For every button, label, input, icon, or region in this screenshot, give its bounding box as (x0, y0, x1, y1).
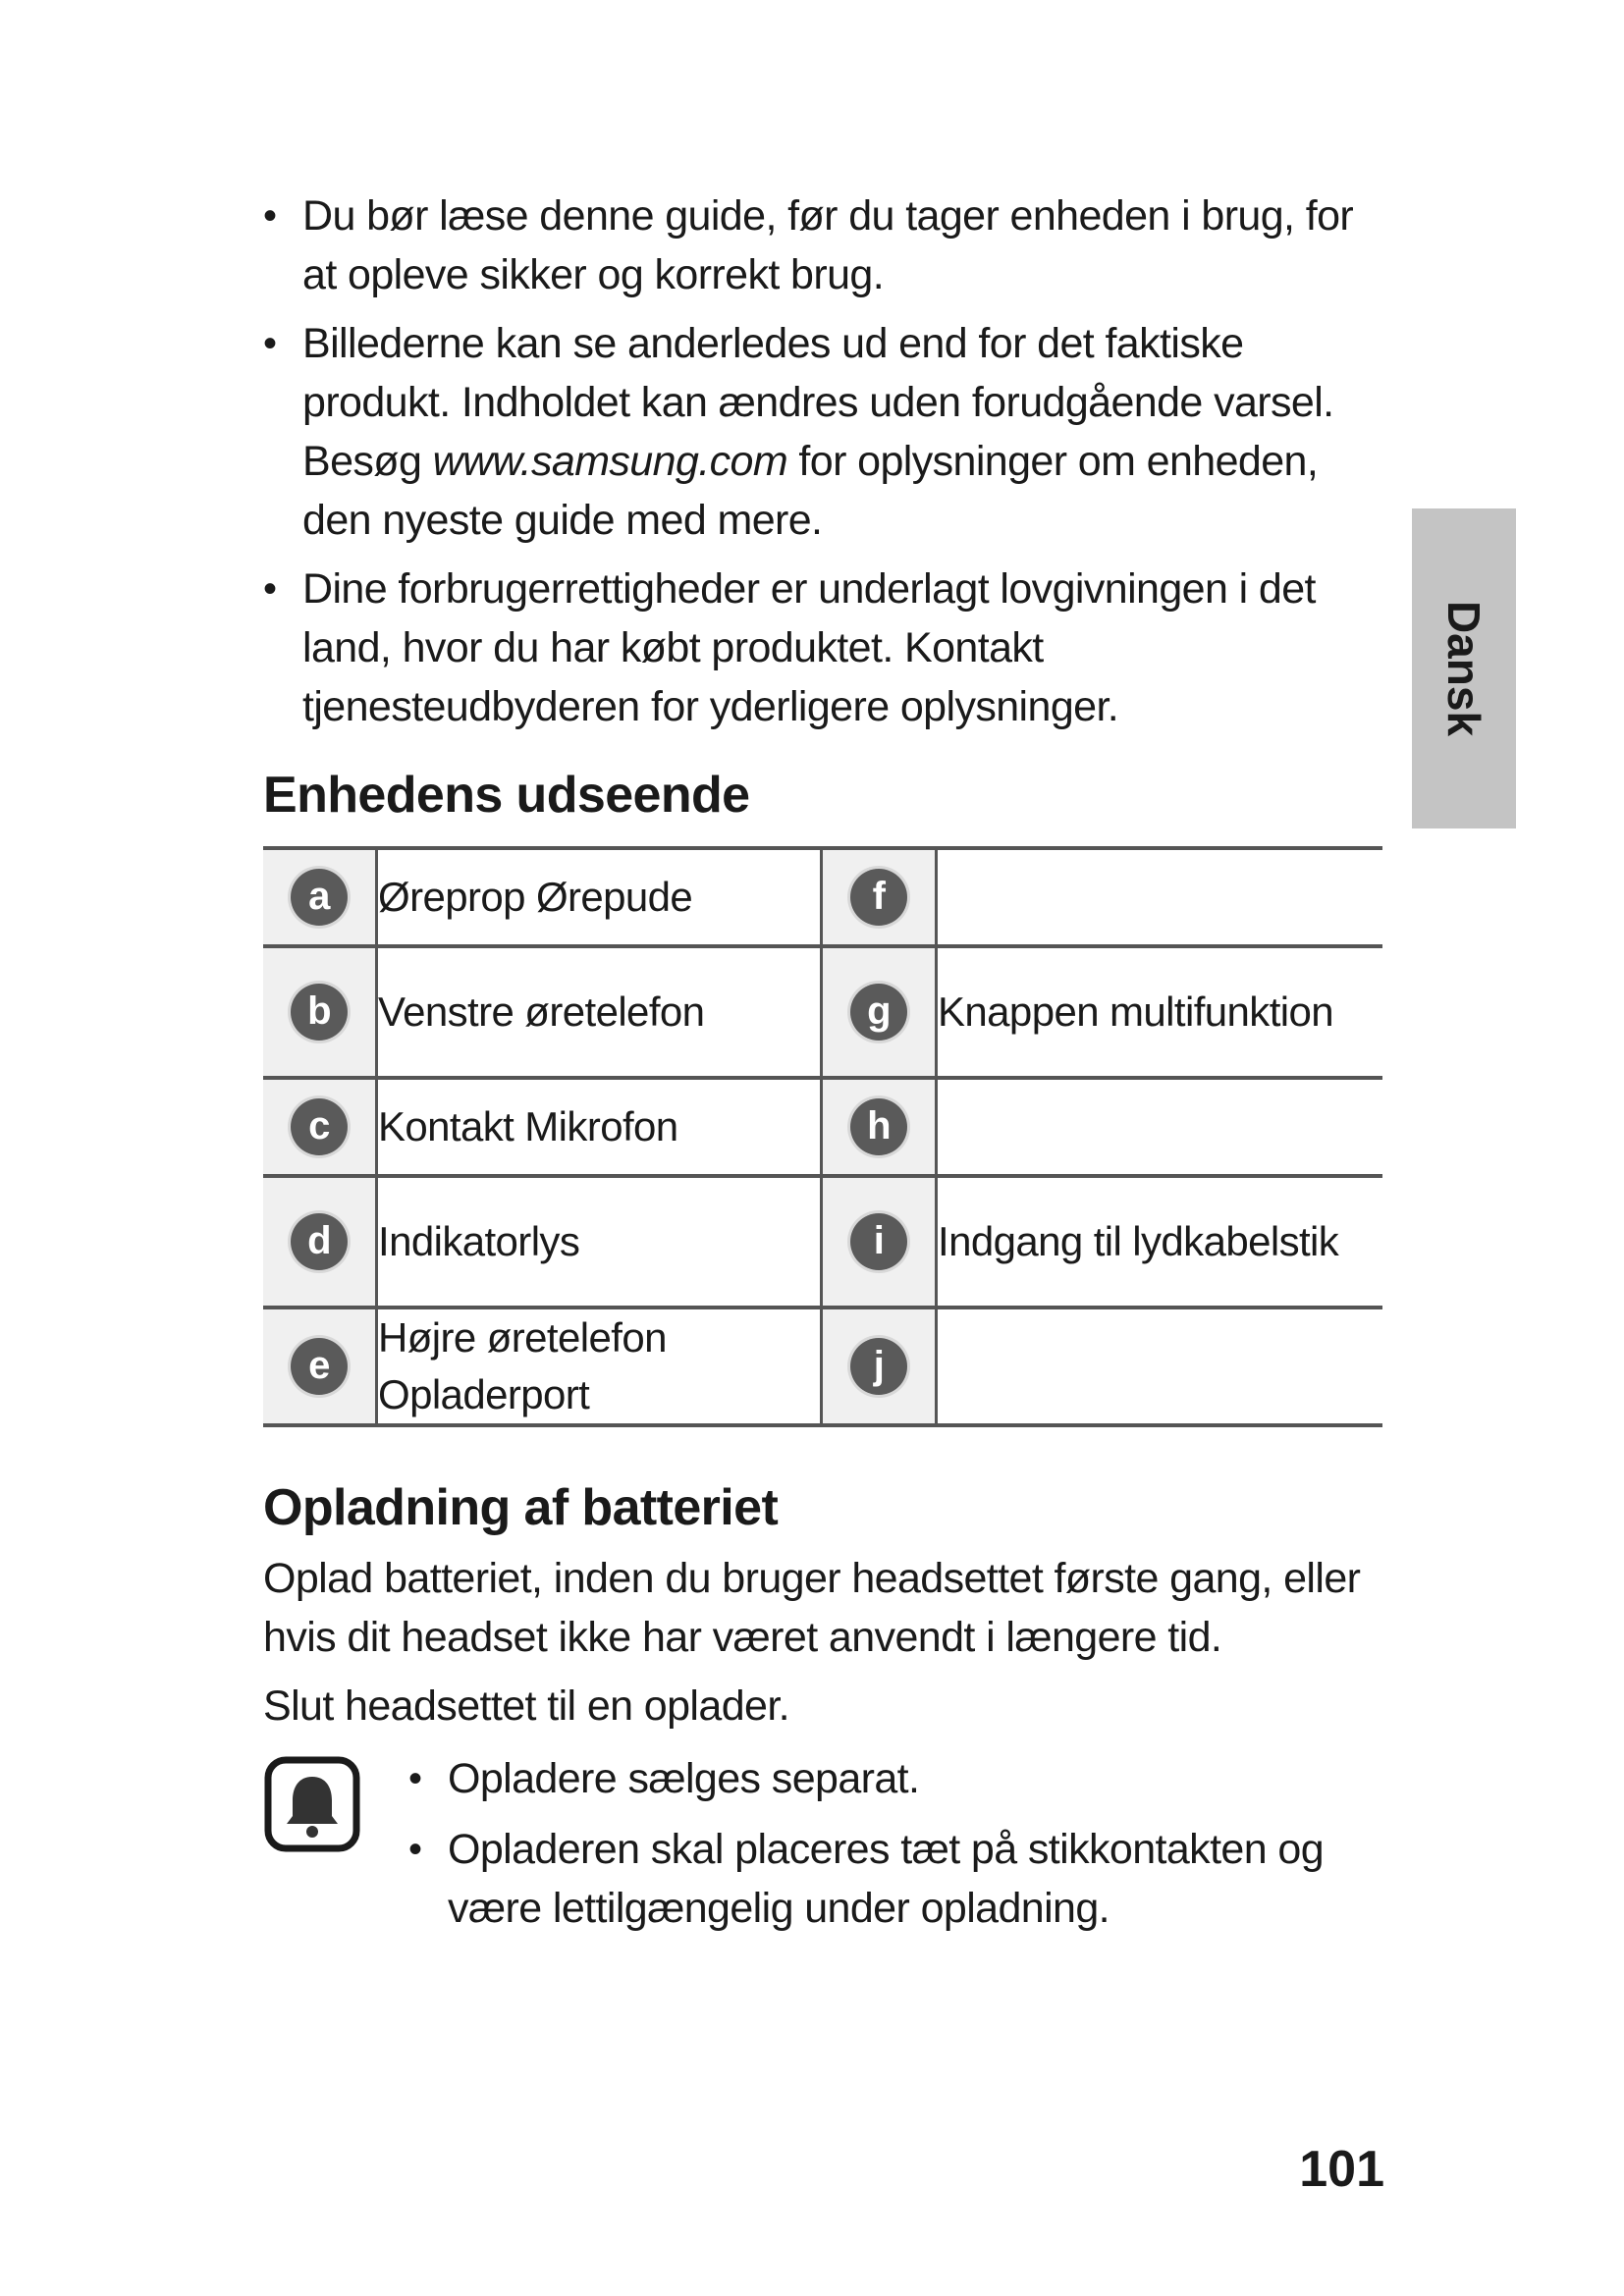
bell-icon (263, 1755, 361, 1853)
intro-bullet (263, 314, 1382, 550)
part-label: Kontakt Mikrofon (377, 1078, 822, 1176)
part-label: Øreprop Ørepude (377, 848, 822, 946)
part-label: Indgang til lydkabelstik (938, 1218, 1339, 1264)
part-label (937, 1308, 1383, 1425)
part-marker-i: i (850, 1213, 907, 1270)
page-number: 101 (1299, 2141, 1384, 2198)
part-marker-d: d (291, 1213, 348, 1270)
note-box (263, 1749, 1382, 1949)
table-row (263, 1176, 1382, 1308)
language-label: Dansk (1438, 600, 1489, 737)
page-content (263, 187, 1382, 1949)
part-label (937, 1078, 1383, 1176)
part-label: Knappen multifunktion (938, 988, 1334, 1035)
table-row (263, 946, 1382, 1078)
charging-instruction: Slut headsettet til en oplader. (263, 1682, 790, 1730)
bullet-text: for oplysninger om enheden, den nyeste guide med mere. (302, 438, 1319, 544)
language-side-tab (1412, 508, 1516, 828)
charging-paragraph: Oplad batteriet, inden du bruger headsettet første gang, eller hvis dit headset ikke har været anvendt i længere tid. (263, 1555, 1361, 1661)
part-label: Højre øretelefon Opladerport (377, 1308, 822, 1425)
intro-bullet-list (263, 187, 1382, 736)
note-bullet-list (408, 1749, 1382, 1949)
intro-bullet: • Dine forbrugerrettigheder er underlagt lovgivningen i det land, hvor du har købt produktet. Kontakt tjenesteudbyderen for yderligere oplysninger. (263, 560, 1382, 736)
intro-bullet: • Du bør læse denne guide, før du tager enheden i brug, for at opleve sikker og korrekt brug. (263, 187, 1382, 304)
part-marker-f: f (850, 869, 907, 926)
part-marker-g: g (850, 984, 907, 1041)
section-heading-appearance: Enhedens udseende (263, 767, 750, 824)
note-bullet: • Opladere sælges separat. (408, 1749, 1382, 1808)
section-heading-charging: Opladning af batteriet (263, 1479, 779, 1536)
part-marker-b: b (291, 984, 348, 1041)
table-row (263, 848, 1382, 946)
part-marker-h: h (850, 1098, 907, 1155)
table-row (263, 1078, 1382, 1176)
part-label: Venstre øretelefon (377, 946, 822, 1078)
note-bullet: • Opladeren skal placeres tæt på stikkontakten og være lettilgængelig under opladning. (408, 1820, 1382, 1938)
part-marker-c: c (291, 1098, 348, 1155)
part-marker-a: a (291, 869, 348, 926)
parts-table (263, 846, 1382, 1427)
samsung-link[interactable]: www.samsung.com (432, 438, 788, 485)
part-marker-j: j (850, 1338, 907, 1395)
part-marker-e: e (291, 1338, 348, 1395)
part-label (937, 848, 1383, 946)
part-label: Indikatorlys (377, 1176, 822, 1308)
table-row (263, 1308, 1382, 1425)
bullet-text: Billederne kan se anderledes ud end for det faktiske produkt. Indholdet kan ændres uden forudgående varsel. Besøg (302, 320, 1334, 485)
